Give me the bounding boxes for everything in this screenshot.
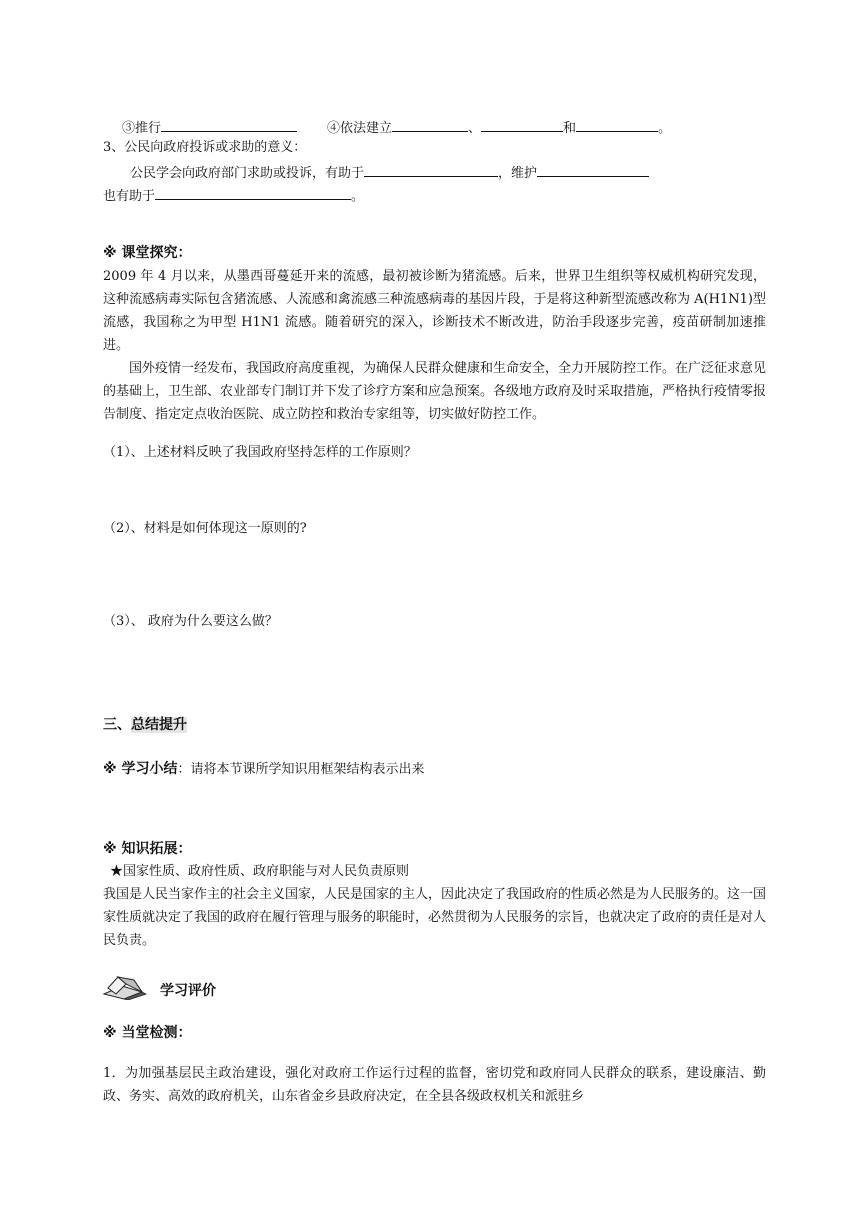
- explore-heading: ※ 课堂探究：: [103, 245, 192, 261]
- explore-paragraph-2: 国外疫情一经发布，我国政府高度重视，为确保人民群众健康和生命安全，全力开展防控工作。在广泛征求意见的基础上，卫生部、农业部专门制订并下发了诊疗方案和应急预案。各级地方政府及时采取措施，严格执行疫情零报告制度、指定定点收治医院、成立防控和救治专家组等，切实做好防控工作。: [103, 361, 767, 422]
- separator: 、: [468, 121, 482, 136]
- blank-item4-a[interactable]: [392, 117, 468, 132]
- section-3-number: 三、: [103, 717, 131, 733]
- line-end: 。: [658, 121, 672, 136]
- study-summary-text: ：请将本节课所学知识用框架结构表示出来: [177, 762, 425, 777]
- explore-question-3: （3）、 政府为什么要这么做？: [103, 614, 278, 629]
- extend-heading: ※ 知识拓展：: [103, 841, 192, 857]
- study-summary: [103, 760, 425, 779]
- separator-and: 和: [563, 121, 577, 136]
- q3-text-b: ，维护: [498, 166, 538, 181]
- book-icon: [102, 974, 150, 1000]
- q3-text-end: 。: [351, 189, 365, 204]
- blank-q3-b[interactable]: [537, 162, 649, 177]
- study-summary-label: ※ 学习小结: [103, 761, 178, 777]
- section-3-heading: [103, 716, 187, 734]
- blank-item3[interactable]: [161, 117, 297, 132]
- extend-star-line: ★国家性质、政府性质、政府职能与对人民负责原则: [110, 864, 410, 879]
- check-heading: ※ 当堂检测：: [103, 1025, 192, 1041]
- section-3-title: 总结提升: [131, 717, 187, 733]
- q3-text-a: 公民学会向政府部门求助或投诉，有助于: [130, 166, 365, 181]
- blank-item4-b[interactable]: [481, 117, 563, 132]
- blank-q3-a[interactable]: [364, 162, 498, 177]
- question-3-title: 3、公民向政府投诉或求助的意义：: [103, 140, 307, 155]
- explore-question-2: （2）、材料是如何体现这一原则的?: [103, 521, 307, 536]
- fill-line-items: [122, 117, 671, 138]
- explore-question-1: （1）、上述材料反映了我国政府坚持怎样的工作原则？: [103, 445, 417, 460]
- blank-item4-c[interactable]: [576, 117, 658, 132]
- explore-paragraph-1: 2009 年 4 月以来，从墨西哥蔓延开来的流感，最初被诊断为猪流感。后来，世界卫生组织等权威机构研究发现，这种流感病毒实际包含猪流感、人流感和禽流感三种流感病毒的基因片段，于是将这种新型流感改称为 A(H1N1)型流感，我国称之为甲型 H1N1 流感。随着研究的深入，诊断技术不断改进，防治手段逐步完善，疫苗研制加速推进。: [103, 269, 766, 353]
- q3-text-c: 也有助于: [103, 189, 156, 204]
- extend-paragraph: 我国是人民当家作主的社会主义国家，人民是国家的主人，因此决定了我国政府的性质必然是为人民服务的。这一国家性质就决定了我国的政府在履行管理与服务的职能时，必然贯彻为人民服务的宗旨，也就决定了政府的责任是对人民负责。: [103, 887, 767, 948]
- item3-prefix: ③推行: [122, 121, 162, 136]
- blank-q3-c[interactable]: [155, 185, 351, 200]
- check-question-1: 1．为加强基层民主政治建设，强化对政府工作运行过程的监督，密切党和政府同人民群众的联系，建设廉洁、勤政、务实、高效的政府机关，山东省金乡县政府决定，在全县各级政权机关和派驻乡: [103, 1066, 766, 1104]
- evaluation-title: 学习评价: [160, 983, 216, 999]
- question-3-body-cont: [103, 185, 364, 206]
- question-3-body: [130, 162, 649, 183]
- item4-prefix: ④依法建立: [327, 121, 393, 136]
